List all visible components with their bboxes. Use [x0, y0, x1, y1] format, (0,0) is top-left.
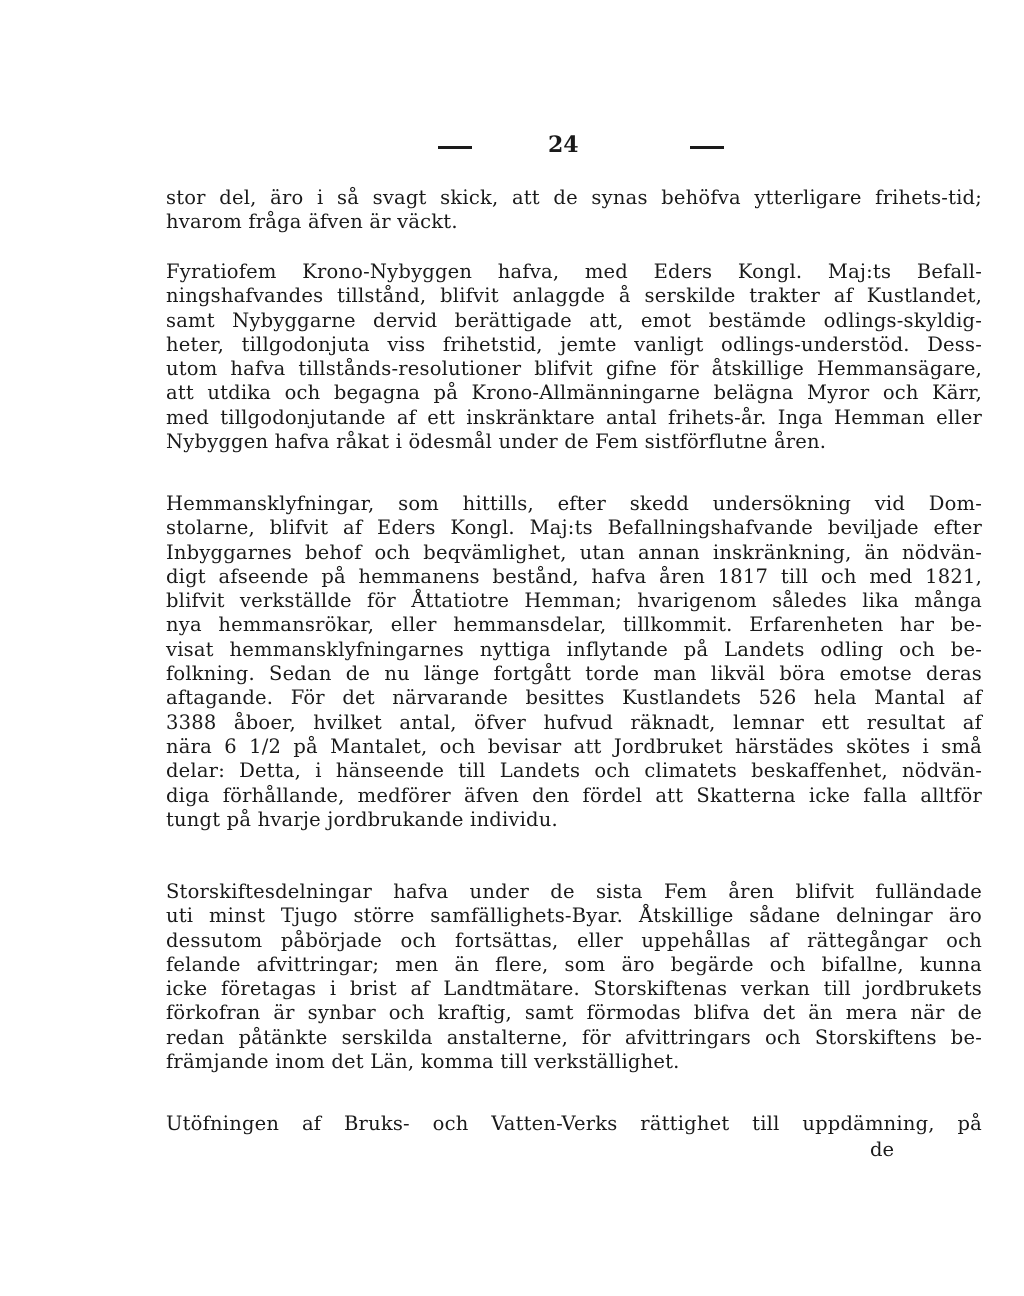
text-line: diga förhållande, medförer äfven den fördel att Skatterna icke falla alltför — [166, 783, 982, 807]
text-line: heter, tillgodonjuta viss frihetstid, jemte vanligt odlings-understöd. Dess- — [166, 332, 982, 356]
paragraph-1 — [166, 186, 982, 235]
text-line: Storskiftesdelningar hafva under de sista Fem åren blifvit fulländade — [166, 880, 982, 903]
page-number: 24 — [548, 132, 579, 158]
paragraph-5 — [166, 1112, 982, 1136]
text-line: redan påtänkte serskilda anstalterne, för afvittringars och Storskiftens be- — [166, 1025, 982, 1049]
text-line: felande afvittringar; men än flere, som äro begärde och bifallne, kunna — [166, 952, 982, 976]
text-line: förkofran är synbar och kraftig, samt förmodas blifva det än mera när de — [166, 1001, 982, 1025]
text-line: Inbyggarnes behof och beqvämlighet, utan annan inskränkning, än nödvän- — [166, 540, 982, 564]
paragraph-2 — [166, 260, 982, 454]
text-line: tungt på hvarje jordbrukande individu. — [166, 807, 558, 831]
text-line: Utöfningen af Bruks- och Vatten-Verks rättighet till uppdämning, på — [166, 1112, 982, 1135]
text-line: att utdika och begagna på Krono-Allmänningarne belägna Myror och Kärr, — [166, 381, 982, 405]
text-line: utom hafva tillstånds-resolutioner blifvit gifne för åtskillige Hemmansägare, — [166, 357, 982, 381]
text-line: blifvit verkställde för Åttatiotre Hemman; hvarigenom således lika många — [166, 589, 982, 613]
text-line: digt afseende på hemmanens bestånd, hafva åren 1817 till och med 1821, — [166, 564, 982, 588]
text-line: med tillgodonjutande af ett inskränktare antal frihets-år. Inga Hemman eller — [166, 405, 982, 429]
text-line: hvarom fråga äfven är väckt. — [166, 210, 458, 234]
paragraph-4 — [166, 880, 982, 1074]
text-line: främjande inom det Län, komma till verkställighet. — [166, 1050, 680, 1074]
text-line: Nybyggen hafva råkat i ödesmål under de Fem sistförflutne åren. — [166, 430, 827, 454]
text-line: icke företagas i brist af Landtmätare. Storskiftenas verkan till jordbrukets — [166, 977, 982, 1001]
text-line: stor del, äro i så svagt skick, att de synas behöfva ytterligare frihets-tid; — [166, 186, 982, 209]
text-line: Hemmansklyfningar, som hittills, efter skedd undersökning vid Dom- — [166, 492, 982, 515]
text-line: samt Nybyggarne dervid berättigade att, emot bestämde odlings-skyldig- — [166, 308, 982, 332]
text-line: uti minst Tjugo större samfällighets-Byar. Åtskillige sådane delningar äro — [166, 904, 982, 928]
page-header — [0, 132, 1024, 162]
text-line: aftagande. För det närvarande besittes Kustlandets 526 hela Mantal af — [166, 686, 982, 710]
text-line: delar: Detta, i hänseende till Landets och climatets beskaffenhet, nödvän- — [166, 759, 982, 783]
text-line: Fyratiofem Krono-Nybyggen hafva, med Eders Kongl. Maj:ts Befall- — [166, 260, 982, 283]
text-line: 3388 åboer, hvilket antal, öfver hufvud räknadt, lemnar ett resultat af — [166, 710, 982, 734]
paragraph-3 — [166, 492, 982, 832]
text-line: nära 6 1/2 på Mantalet, och bevisar att Jordbruket härstädes skötes i små — [166, 734, 982, 758]
text-line: folkning. Sedan de nu länge fortgått torde man likväl böra emotse deras — [166, 662, 982, 686]
text-line: stolarne, blifvit af Eders Kongl. Maj:ts Befallningshafvande beviljade efter — [166, 516, 982, 540]
catchword: de — [870, 1138, 895, 1161]
text-line: visat hemmansklyfningarnes nyttiga inflytande på Landets odling och be- — [166, 637, 982, 661]
header-dash-right — [690, 146, 724, 149]
text-line: nya hemmansrökar, eller hemmansdelar, tillkommit. Erfarenheten har be- — [166, 613, 982, 637]
text-line: dessutom påbörjade och fortsättas, eller uppehållas af rättegångar och — [166, 928, 982, 952]
text-line: ningshafvandes tillstånd, blifvit anlaggde å serskilde trakter af Kustlandet, — [166, 284, 982, 308]
header-dash-left — [438, 146, 472, 149]
